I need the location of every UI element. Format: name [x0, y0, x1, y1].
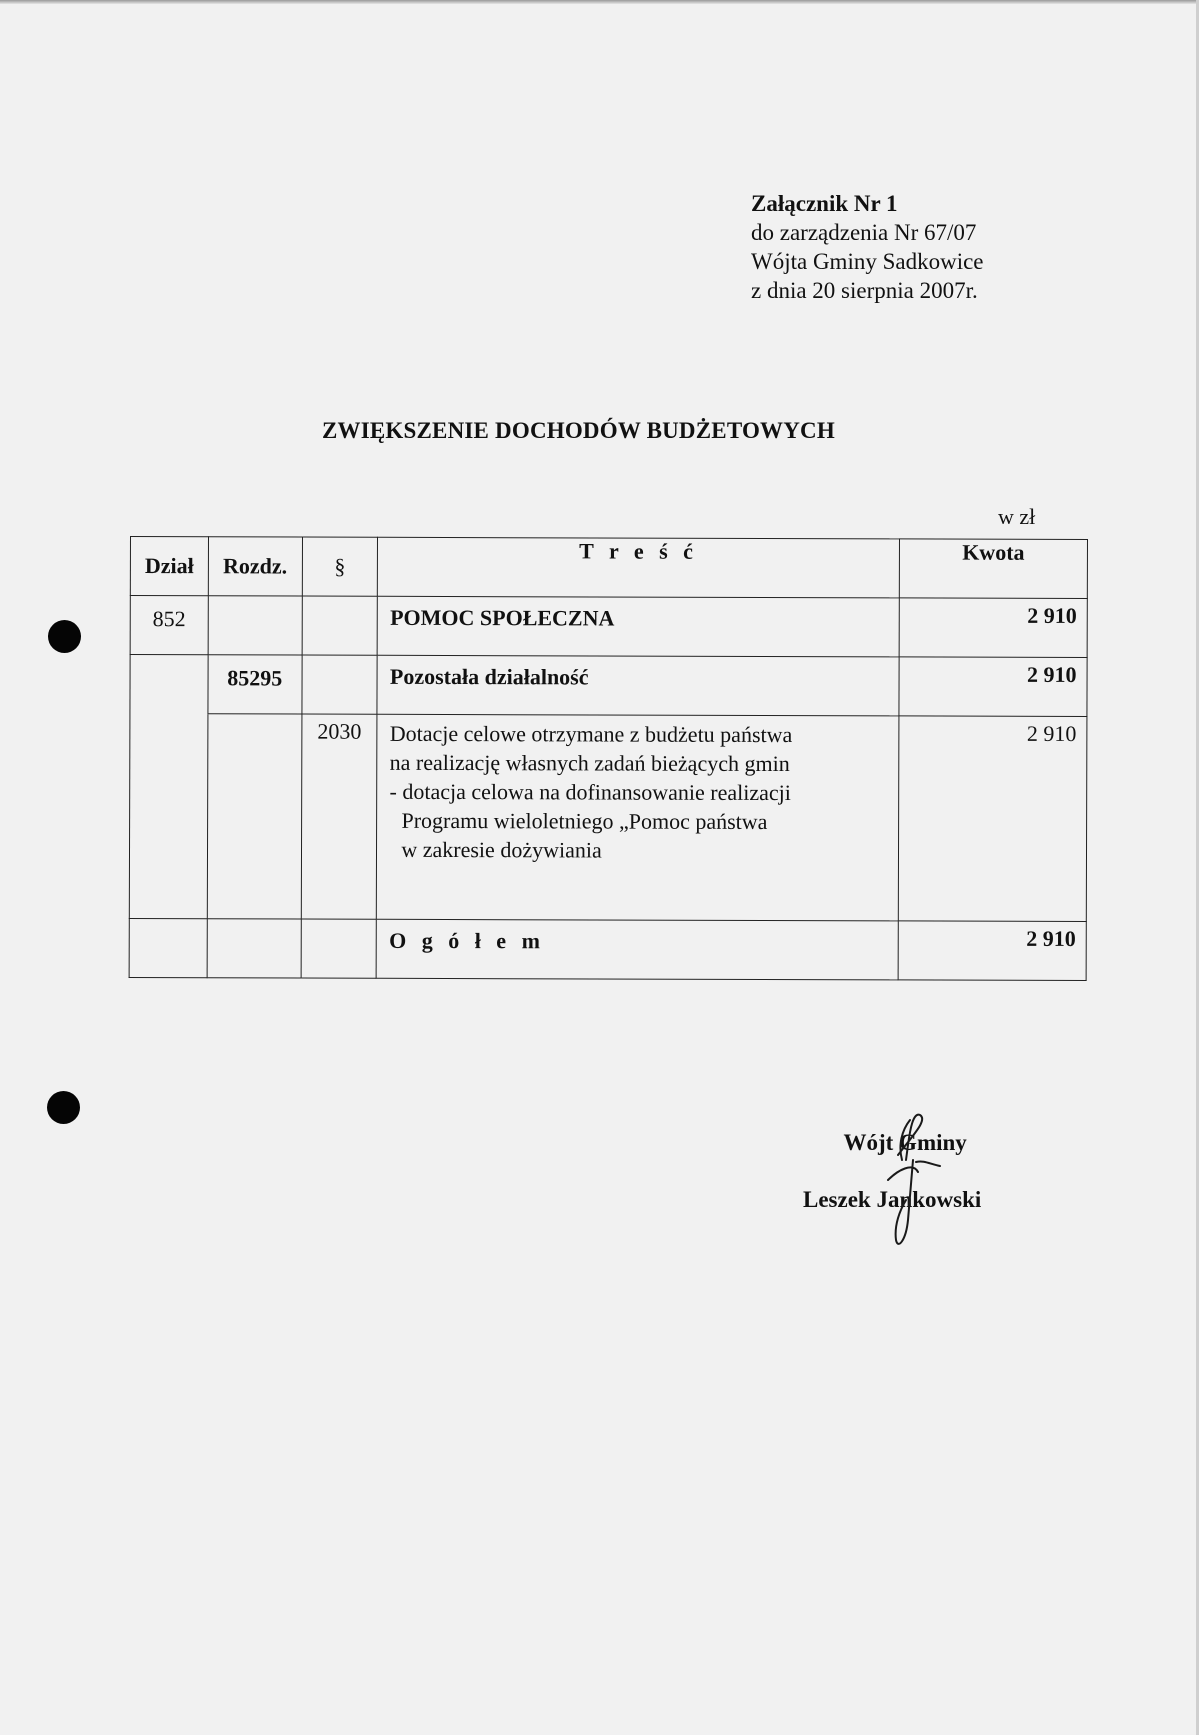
description-text: [377, 715, 898, 866]
cell-rozdzial: [207, 919, 301, 978]
cell-tresc: Pozostała działalność: [377, 655, 899, 716]
column-header-paragraf: §: [302, 537, 378, 596]
signatory-name: Leszek Jankowski: [803, 1187, 982, 1212]
cell-paragraf: 2030: [301, 714, 377, 919]
table-total-row: [129, 918, 1086, 980]
cell-rozdzial: [207, 714, 301, 919]
column-header-kwota: Kwota: [899, 539, 1087, 599]
signatory-title: Wójt Gminy: [843, 1130, 967, 1155]
punch-hole: [48, 620, 81, 653]
cell-rozdzial: [208, 596, 302, 655]
column-header-rozdzial: Rozdz.: [208, 537, 302, 596]
document-title: ZWIĘKSZENIE DOCHODÓW BUDŻETOWYCH: [322, 418, 835, 443]
budget-table: [129, 536, 1088, 981]
cell-dzial: [129, 918, 207, 977]
column-header-tresc: T r e ś ć: [378, 537, 900, 598]
cell-rozdzial: 85295: [208, 655, 302, 714]
cell-dzial: [130, 655, 208, 714]
column-header-dzial: Dział: [130, 537, 208, 596]
annex-line: Wójta Gminy Sadkowice: [751, 249, 984, 274]
cell-paragraf: [301, 919, 377, 978]
table-row: [129, 714, 1087, 922]
table-row: [130, 655, 1087, 717]
annex-title: Załącznik Nr 1: [751, 191, 898, 216]
handwritten-signature: [858, 1100, 958, 1270]
cell-kwota: 2 910: [898, 716, 1087, 922]
annex-line: do zarządzenia Nr 67/07: [751, 220, 977, 245]
description-line: - dotacja celowa na dofinansowanie realizacji: [389, 778, 791, 806]
cell-total-label: O g ó ł e m: [376, 919, 898, 980]
cell-kwota: 2 910: [899, 598, 1087, 658]
cell-tresc: [377, 714, 899, 921]
cell-tresc: POMOC SPOŁECZNA: [378, 596, 900, 657]
cell-kwota: 2 910: [899, 657, 1087, 717]
description-line: na realizację własnych zadań bieżących gmin: [389, 749, 790, 777]
annex-line: z dnia 20 sierpnia 2007r.: [751, 278, 978, 303]
cell-paragraf: [302, 596, 378, 655]
description-line: Dotacje celowe otrzymane z budżetu państwa: [389, 720, 793, 748]
punch-hole: [47, 1091, 80, 1124]
cell-total-kwota: 2 910: [898, 921, 1086, 981]
description-line: w zakresie dożywiania: [401, 836, 602, 863]
description-line: Programu wieloletniego „Pomoc państwa: [401, 807, 768, 835]
table-row: [130, 596, 1087, 658]
cell-paragraf: [302, 655, 378, 714]
table-header-row: [130, 537, 1087, 599]
currency-unit: w zł: [998, 504, 1036, 529]
cell-dzial: [129, 714, 207, 919]
annex-header: [751, 189, 984, 305]
page-edge: [0, 0, 1199, 4]
cell-dzial: 852: [130, 596, 208, 655]
